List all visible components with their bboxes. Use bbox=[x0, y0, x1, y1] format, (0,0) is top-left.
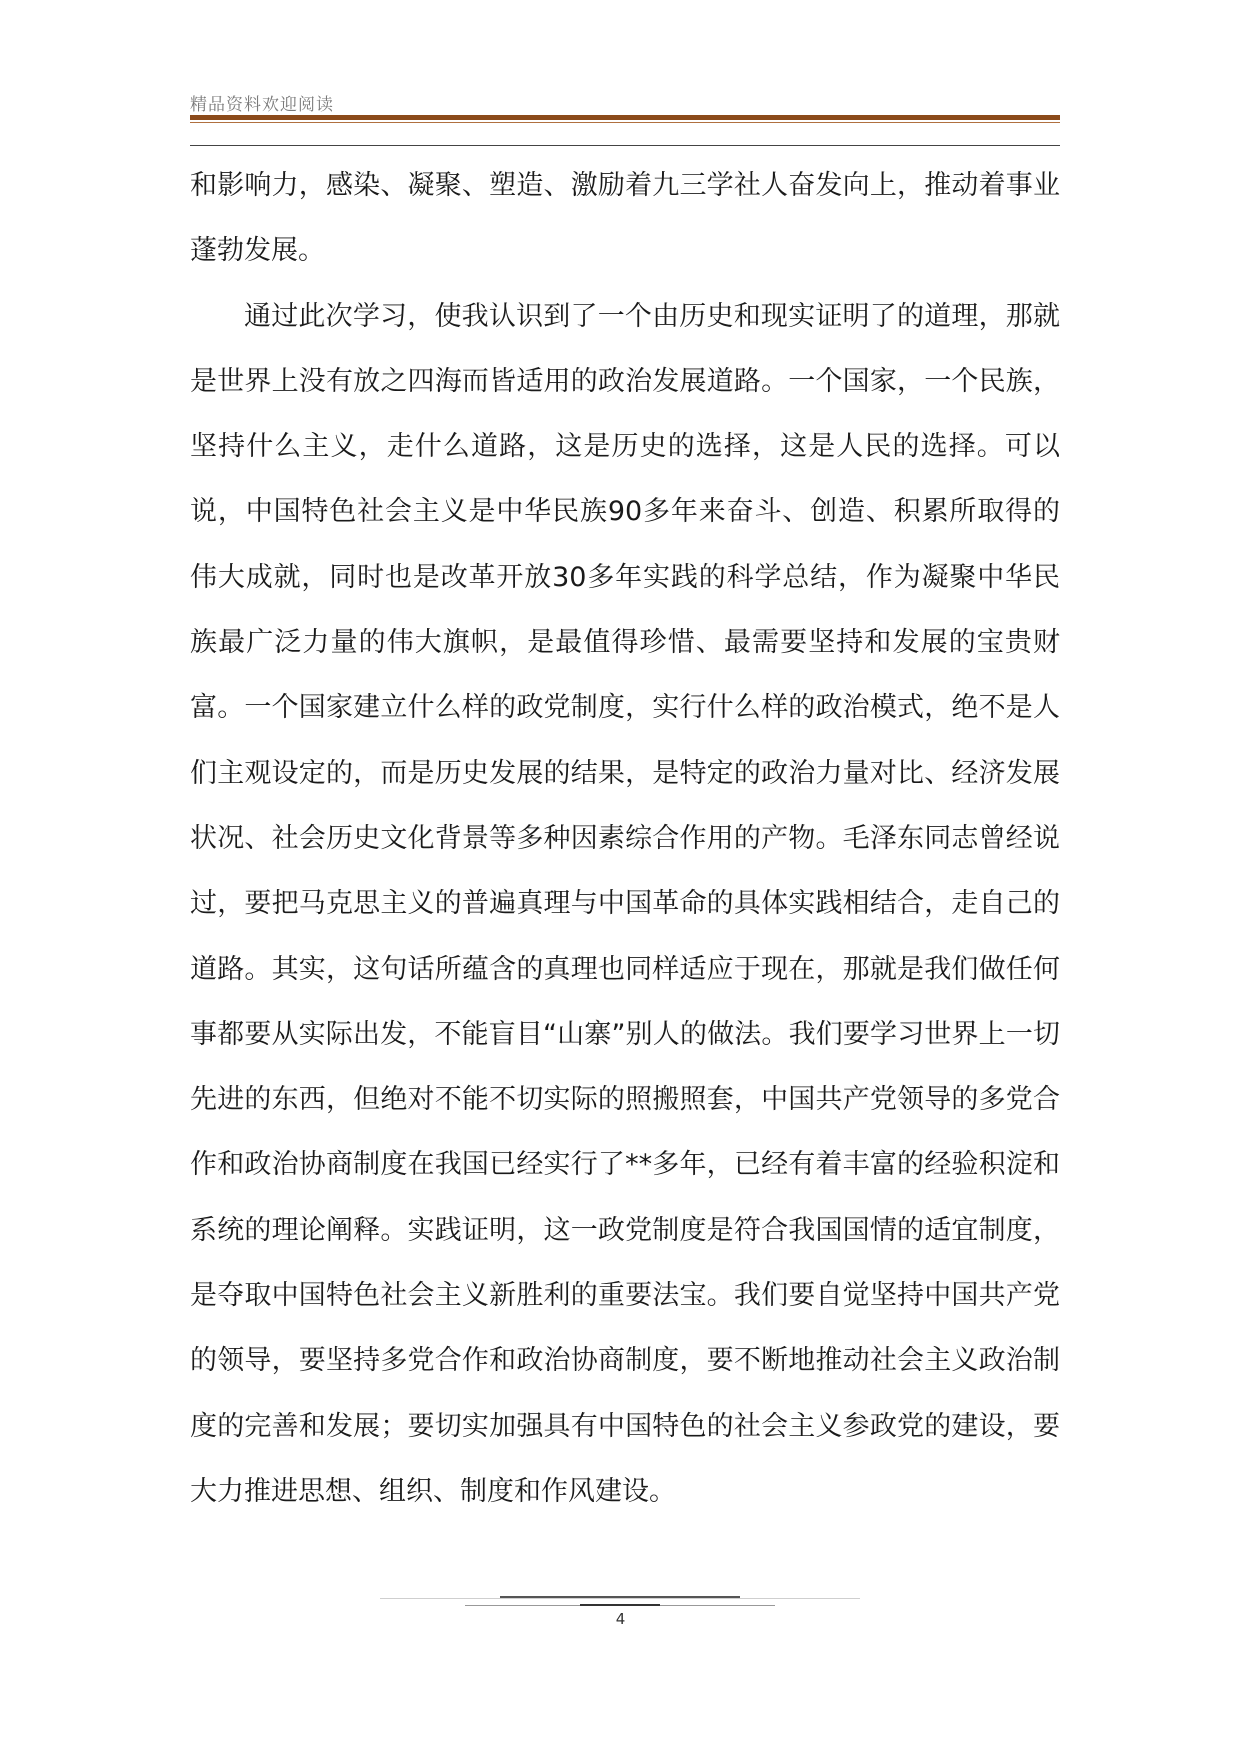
footer-rule-dark bbox=[500, 1596, 740, 1598]
page-number: 4 bbox=[615, 1610, 626, 1628]
header-rule-thick bbox=[190, 115, 1060, 120]
paragraph-main: 通过此次学习，使我认识到了一个由历史和现实证明了的道理，那就是世界上没有放之四海而皆适用的政治发展道路。一个国家，一个民族，坚持什么主义，走什么道路，这是历史的选择，这是人民的选择。可以说，中国特色社会主义是中华民族90多年来奋斗、创造、积累所取得的伟大成就，同时也是改革开放30多年实践的科学总结，作为凝聚中华民族最广泛力量的伟大旗帜，是最值得珍惜、最需要坚持和发展的宝贵财富。一个国家建立什么样的政党制度，实行什么样的政治模式，绝不是人们主观设定的，而是历史发展的结果，是特定的政治力量对比、经济发展状况、社会历史文化背景等多种因素综合作用的产物。毛泽东同志曾经说过，要把马克思主义的普遍真理与中国革命的具体实践相结合，走自己的道路。其实，这句话所蕴含的真理也同样适应于现在，那就是我们做任何事都要从实际出发，不能盲目“山寨”别人的做法。我们要学习世界上一切先进的东西，但绝对不能不切实际的照搬照套，中国共产党领导的多党合作和政治协商制度在我国已经实行了**多年，已经有着丰富的经验积淀和系统的理论阐释。实践证明，这一政党制度是符合我国国情的适宜制度，是夺取中国特色社会主义新胜利的重要法宝。我们要自觉坚持中国共产党的领导，要坚持多党合作和政治协商制度，要不断地推动社会主义政治制度的完善和发展；要切实加强具有中国特色的社会主义参政党的建设，要大力推进思想、组织、制度和作风建设。 bbox=[190, 300, 1060, 1507]
header-rule-bottom bbox=[190, 145, 1060, 146]
footer-rule-light bbox=[380, 1598, 860, 1599]
paragraph-continuation: 和影响力，感染、凝聚、塑造、激励着九三学社人奋发向上，推动着事业蓬勃发展。 bbox=[190, 170, 1060, 267]
header-title: 精品资料欢迎阅读 bbox=[190, 95, 334, 115]
header-rule-thin bbox=[190, 122, 1060, 123]
footer-rule-center bbox=[580, 1604, 660, 1606]
document-body bbox=[190, 153, 1060, 1524]
